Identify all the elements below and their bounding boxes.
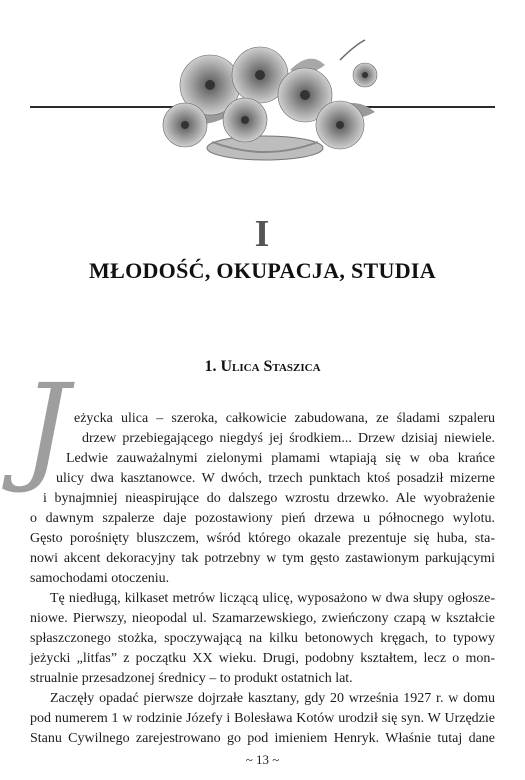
text-line: ulicy dwa kasztanowce. W dwóch, trzech punktach ktoś posadził mizerne [56, 471, 495, 486]
text-line: samochodami otoczeniu. [30, 571, 170, 586]
text-line: Gęsto porośnięty bluszczem, wśród którego okazale prezentuje się huba, sta- [30, 531, 495, 546]
section-number: 1. [204, 358, 217, 375]
text-line: i bynajmniej nieaspirujące do dalszego wzrostu drzewko. Ale wyobrażenie [43, 491, 495, 506]
text-line: eżycka ulica – szeroka, całkowicie zabudowana, ze śladami szpaleru [74, 411, 495, 426]
page-number: ~ 13 ~ [245, 752, 280, 767]
text-line: niowe. Pierwszy, nieopodal ul. Szamarzewskiego, zwieńczony czapą w kształcie [30, 611, 495, 626]
flower-ornament [0, 30, 525, 180]
text-line: spłaszczonego stożka, spoczywającą na kilku betonowych kręgach, to typowy [30, 631, 495, 646]
text-line: drzew przebiegającego niegdyś jej środkiem... Drzew dzisiaj niewiele. [82, 431, 495, 446]
text-line: Zaczęły opadać pierwsze dojrzałe kasztany, gdy 20 września 1927 r. w domu [50, 691, 495, 706]
text-line: pod numerem 1 w rodzinie Józefy i Bolesława Kotów urodził się syn. W Urzędzie [30, 711, 495, 726]
chapter-number: I [254, 213, 271, 255]
text-line: nowi akcent dekoracyjny tak potrzebny w tym gęsto zastawionym parkującymi [30, 551, 495, 566]
section-name: Ulica Staszica [220, 358, 321, 375]
text-line: jeżycki „litfas” z początku XX wieku. Drugi, podobny kształtem, lecz o mon- [30, 651, 495, 666]
chapter-title: MŁODOŚĆ, OKUPACJA, STUDIA [89, 258, 436, 283]
drop-cap: J [22, 358, 70, 496]
flower-bouquet-icon [140, 30, 385, 165]
text-line: strualnie przesadzonej średnicy – to produkt ostatnich lat. [30, 671, 353, 686]
text-line: Stanu Cywilnego zarejestrowano go pod imieniem Henryk. Właśnie tutaj dane [30, 731, 495, 746]
text-line: Ledwie zauważalnymi zielonymi plamami wtapiają się w oba krańce [66, 451, 495, 466]
section-title [0, 358, 525, 376]
text-line: o dawnym szpalerze daje pozostawiony pień drzewa u północnego wylotu. [30, 511, 495, 526]
text-line: Tę niedługą, kilkaset metrów liczącą ulicę, wyposażono w dwa słupy ogłosze- [50, 591, 495, 606]
